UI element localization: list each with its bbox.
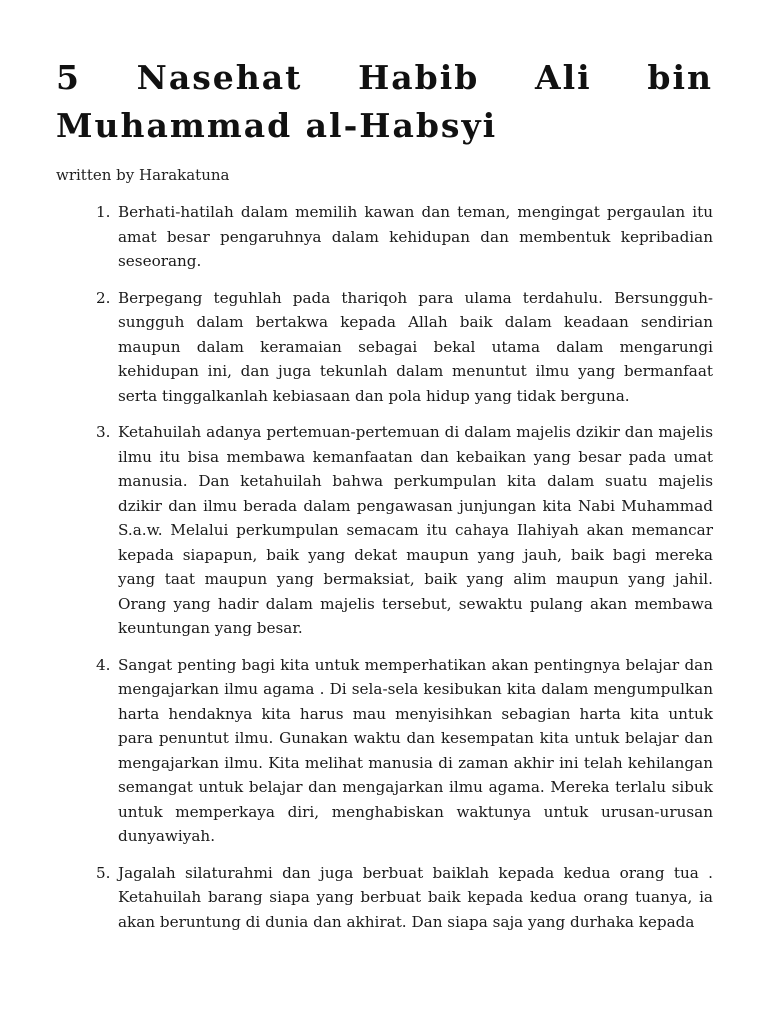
list-item-number: 5. [96,863,111,882]
list-item-number: 4. [96,655,111,674]
list-item [56,653,713,849]
list-item [56,861,713,935]
list-item-number: 1. [96,203,111,221]
list-item-number: 2. [96,288,111,307]
list-item-text: Jagalah silaturahmi dan juga berbuat baiklah kepada kedua orang tua . Ketahuilah barang siapa yang berbuat baik kepada kedua orang tuanya, ia akan beruntung di dunia dan akhirat. Dan siapa saja yang durhaka kepada [118,863,713,931]
list-item-text: Ketahuilah adanya pertemuan-pertemuan di dalam majelis dzikir dan majelis ilmu itu bisa membawa kemanfaatan dan kebaikan yang besar pada umat manusia. Dan ketahuilah bahwa perkumpulan kita dalam suatu majelis dzikir dan ilmu berada dalam pengawasan junjungan kita Nabi Muhammad S.a.w. Melalui perkumpulan semacam itu cahaya Ilahiyah akan memancar kepada siapapun, baik yang dekat maupun yang jauh, baik bagi mereka yang taat maupun yang bermaksiat, baik yang alim maupun yang jahil. Orang yang hadir dalam majelis tersebut, sewaktu pulang akan membawa keuntungan yang besar. [118,423,713,637]
list-item-text: Berhati-hatilah dalam memilih kawan dan teman, mengingat pergaulan itu amat besar pengaruhnya dalam kehidupan dan membentuk kepribadian seseorang. [118,203,713,270]
list-item-text: Sangat penting bagi kita untuk memperhatikan akan pentingnya belajar dan mengajarkan ilmu agama . Di sela-sela kesibukan kita dalam mengumpulkan harta hendaknya kita harus mau menyisihkan sebagian harta kita untuk para penuntut ilmu. Gunakan waktu dan kesempatan kita untuk belajar dan mengajarkan ilmu. Kita melihat manusia di zaman akhir ini telah kehilangan semangat untuk belajar dan mengajarkan ilmu agama. Mereka terlalu sibuk untuk memperkaya diri, menghabiskan waktunya untuk urusan-urusan dunyawiyah. [118,655,713,845]
list-item [56,420,713,641]
list-item [56,286,713,409]
byline: written by Harakatuna [56,166,230,184]
document-page [56,54,713,946]
list-item-number: 3. [96,423,111,441]
advice-list [56,200,713,934]
list-item [56,200,713,274]
list-item-text: Berpegang teguhlah pada thariqoh para ulama terdahulu. Bersungguh-sungguh dalam bertakwa kepada Allah baik dalam keadaan sendirian maupun dalam keramaian sebagai bekal utama dalam mengarungi kehidupan ini, dan juga tekunlah dalam menuntut ilmu yang bermanfaat serta tinggalkanlah kebiasaan dan pola hidup yang tidak berguna. [118,288,713,405]
page-title: 5 Nasehat Habib Ali bin Muhammad al-Habsyi [56,58,713,145]
